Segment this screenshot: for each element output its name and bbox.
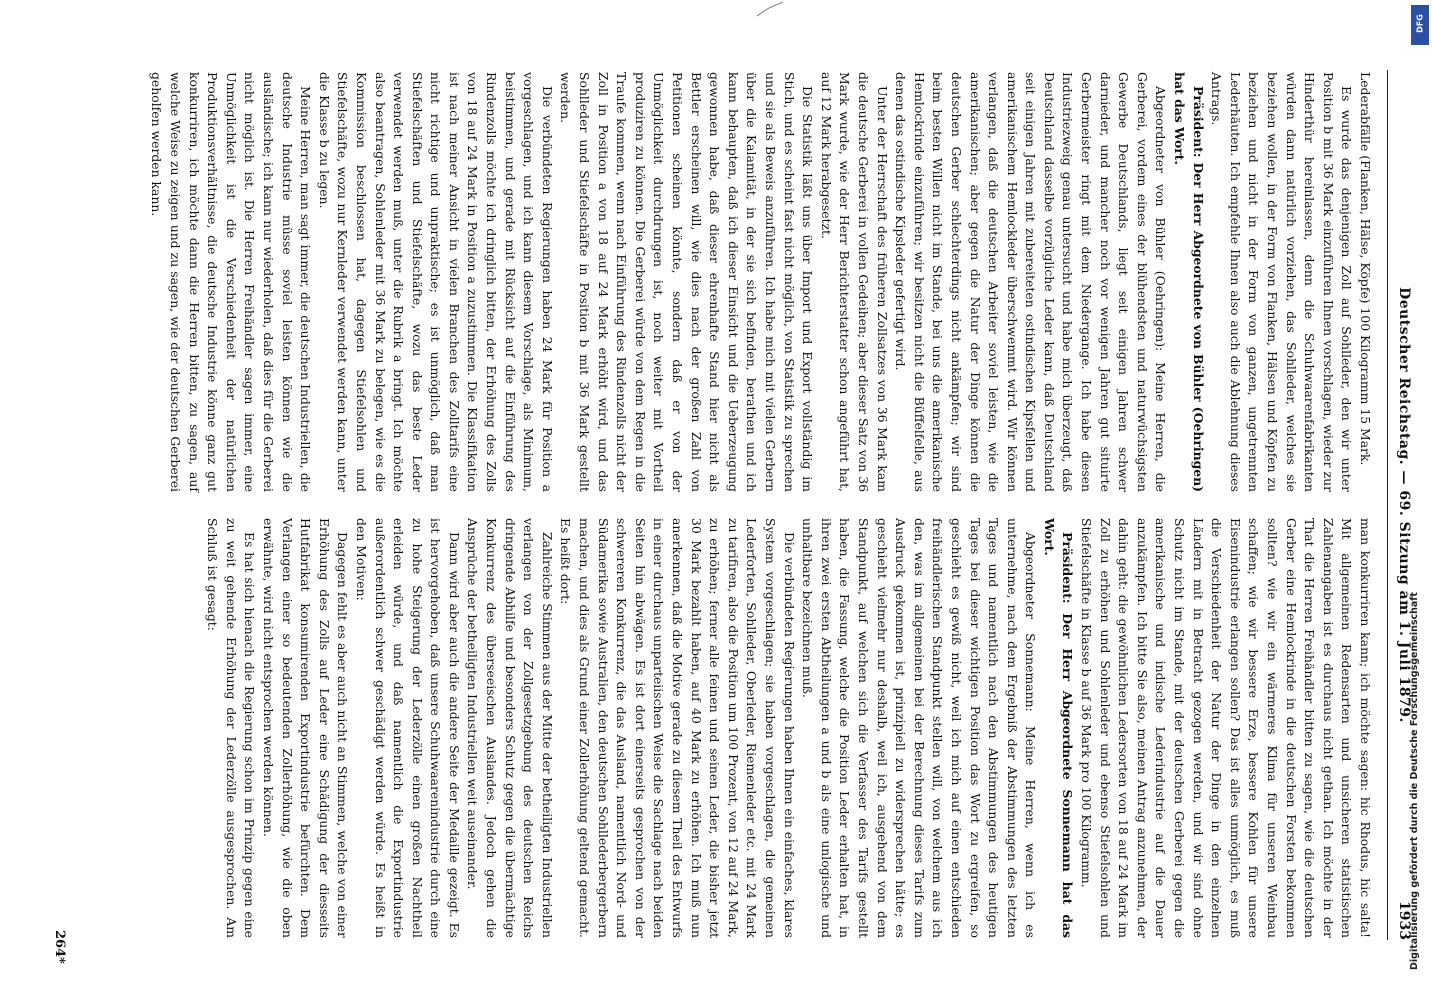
paragraph: Abgeordneter von Bühler (Oehringen): Meine Herren, die Gerberei, vordem eines der blühendsten und naturwüchsigsten Gewerbe Deutschlands, liegt seit einigen Jahren schwer darnieder, und mancher noch vor wenigen Jahren gut situirte Gerbermeister ringt mit dem Niedergange. Ich habe diesen Industriezweig genau untersucht und habe mich überzeugt, daß Deutschland dasselbe vorzügliche Leder kann, daß Deutschland seit einigen Jahren mit zubereiteten ostindischen Kipsfellen und amerikanischem Hemlockleder überschwemmt wird. Wir können verlangen, daß die deutschen Arbeiter soviel leisten, wie die amerikanischen; aber gegen die Natur der Dinge können die deutschen Gerber schlechterdings nicht ankämpfen; wir sind beim besten Willen nicht im Stande, bei uns die amerikanische Hemlockrinde einzuführen; wir besitzen nicht die Büffelfelle, aus denen das ostindische Kipsleder gefertigt wird. <box>893 72 1169 492</box>
paragraph: Lederabfälle (Flanken, Hälse, Köpfe) 100 Kilogramm 15 Mark. <box>1358 72 1373 466</box>
paragraph: Die verbündeten Regierungen haben Ihnen ein einfaches, klares System vorgeschlagen; sie haben vorgeschlagen, die gemeinen Lederforten, Sohlleder, Oberleder, Riemenleder etc. mit 24 Mark zu tarifiren, also die Position um 100 Prozent, von 12 auf 24 Mark, zu erhöhen; ferner alle feinen und seinen Leder, die bisher jetzt 30 Mark bezahlt haben, auf 40 Mark zu erhöhen. Ich muß nun anerkennen, daß die Motive gerade zu diesem Theil des Entwurfs in einer durchaus unparteiischen Weise die Sachlage nach beiden Seiten hin abwägen. Es ist dort einerseits gesprochen von der schwereren Konkurrenz, die das Ausland, namentlich Nord- und Südamerika sowie Australien, den deutschen Sohllederbergerbern machen, und dies als Grund einer Zollerhöhung geltend gemacht. Es heißt dort: <box>558 518 797 938</box>
paragraph: Meine Herren, man sagt immer, die deutschen Industriellen, die deutsche Industrie müsse soviel leisten können wie die ausländische; ich kann nur wiederholen, daß dies für die Gerberei nicht möglich ist. Die Herren Freihändler sagen immer, eine Unmöglichkeit ist die Verschiedenheit der natürlichen Produktionsverhältnisse, die deutsche Industrie könne ganz gut konkurriren, ich möchte dann die Herren bitten, zu sagen, auf welche Weise zu zeigen und zu sagen, wie der deutschen Gerberei geholfen werden kann. <box>149 72 314 492</box>
paragraph: Abgeordneter Sonnemann: Meine Herren, wenn ich es unternehme, nach dem Ergebniß der Abstimmungen des letzten Tages und namentlich nach den Abstimmungen des heutigen Tages bei dieser wichtigen Position das Wort zu ergreifen, so geschieht es gewiß nicht, weil ich mich auf einen entschieden freihändlerischen Standpunkt stellen will, von welchem aus ich den, was im allgemeinen bei der Berechnung dieses Tarifs zum Ausdruck gekommen ist, prinzipiell zu widersprechen hätte; es geschieht vielmehr nur deshalb, weil ich, ausgehend von dem Standpunkt, auf welchen sich die Verfasser des Tarifs gestellt haben, die Fassung, welche die Position Leder erhalten hat, in ihren zwei ersten Abtheilungen a und b als eine unlogische und unhaltbare bezeichnen muß. <box>800 518 1039 938</box>
running-head: Deutscher Reichstag. — 69. Sitzung am 1. Juli 1879. <box>1396 287 1412 723</box>
scan-artifact <box>755 0 785 18</box>
dfg-logo-text: DFG <box>1415 14 1425 33</box>
page-number: 1933 <box>1396 901 1412 940</box>
paragraph: Dann wird aber auch die andere Seite der Medaille gezeigt. Es ist hervorgehoben, daß unsere Schuhwaarenindustrie durch eine zu hohe Steigerung der Lederzölle einen großen Nachtheil erleiden würde, und daß namentlich die Exportindustrie außerordentlich schwer geschädigt werden würde. Es heißt in den Motiven: <box>353 518 462 938</box>
quote-paragraph: Dagegen fehlt es aber auch nicht an Stimmen, welche von einer Erhöhung des Zolls auf Leder eine Schädigung der diesseits Hutfabrikat konsumirenden Exportindustrie befürchten. Dem Verlangen einer so bedeutenden Zollerhöhung, wie die oben erwähnte, wird nicht entsprochen werden können. <box>260 518 351 938</box>
paragraph: Die Statistik läßt uns über Import und Export vollständig im Stich, und es scheint fast nicht möglich, von Statistik zu sprechen und sie als Beweis anzuführen. Ich habe mich mit vielen Gerbern über die Kalamität, in der sie sich befinden, berathen und ich kann behaupten, daß ich dieser Einsicht und die Ueberzeugung gewonnen habe, daß dieser ehrenhafte Stand hier nicht als Bettler erscheinen will, wie dies nach der großen Zahl von Petitionen scheinen könnte, sondern daß er von der Unmöglichkeit durchdrungen ist, noch weiter mit Vortheil produziren zu können. Die Gerberei würde von dem Regen in die Traufe kommen, wenn nach Einführung des Rindenzolls nicht der Zoll in Position a von 18 auf 24 Mark erhöht wird, und das Sohlleder und Stiefelschäfte in Position b mit 36 Mark gestellt werden. <box>558 72 816 492</box>
paragraph: Es wurde das denjenigen Zoll auf Sohlleder, den wir unter Position b mit 36 Mark einzuführen Ihnen vorschlagen, wieder zur Hinderthür hereinlassen, denn die Schuhwaarenfabrikanten würden dann natürlich vorziehen, das Sohlleder, welches sie beziehen wollen, in der Form von Flanken, Hälsen und Köpfen zu beziehen und nicht in der Form von ganzen, ungetrennten Lederhäuten. Ich empfehle Ihnen also auch die Ablehnung dieses Antrags. <box>1209 72 1355 492</box>
right-column <box>203 518 1374 938</box>
paragraph: Unter der Herrschaft des früheren Zollsatzes von 36 Mark kam die deutsche Gerberei in vollen Gedeihen; aber dieser Satz von 36 Mark wurde, wie der Herr Berichterstatter schon angeführt hat, auf 12 Mark herabgesetzt. <box>818 72 890 492</box>
signature-mark: 264* <box>52 930 67 964</box>
paragraph: man konkurriren kann; ich möchte sagen: hic Rhodus, hic salta! Mit allgemeinen Redensarten und unsicheren statistischen Zahlenangaben ist es durchaus nicht gethan. Ich möchte in der That die Herren Freihändler bitten zu sagen, wie die deutschen Gerber eine Hemlockrinde in die deutschen Forsten bekommen sollten? wie wir ein wärmeres Klima für unseren Weinbau schaffen; wie wir bessere Erze, bessere Kohlen für unsere Eisenindustrie erlangen sollen? Das ist alles unmöglich, es muß die Verschiedenheit der Natur der Dinge in den einzelnen Ländern mit in Betracht gezogen werden, und wir sind ohne Schutz nicht im Stande, mit der deutschen Gerberei gegen die amerikanische und indische Lederindustrie auf die Dauer anzukämpfen. Ich bitte Sie also, meinen Antrag anzunehmen, der dahin geht: die gewöhnlichen Ledersorten von 18 auf 24 Mark im Zoll zu erhöhen und Sohlenleder und ebenso Stiefelsohlen und Stiefelschäfte in Klasse b auf 36 Mark pro 100 Kilogramm. <box>1079 518 1373 938</box>
quote-paragraph: Zahlreiche Stimmen aus der Mitte der betheiligten Industriellen verlangen von der Zollgesetzgebung des deutschen Reichs dringende Abhilfe und besonders Schutz gegen die übermächtige Konkurrenz des überseeischen Auslandes. Jedoch gehen die Ansprüche der betheiligten Industriellen weit auseinander. <box>465 518 555 938</box>
left-column <box>147 72 1374 492</box>
paragraph: Die verbündeten Regierungen haben 24 Mark für Position a vorgeschlagen, und ich kann diesem Vorschlage, als Minimum, beistimmen, und gerade mit Rücksicht auf die Einführung des Rindenzolls möchte ich dringlich bitten, der Erhöhung des Zolls von 18 auf 24 Mark in Position a zuzustimmen. Die Klassifikation ist nach meiner Ansicht in vielen Branchen des Zolltarifs eine nicht richtige und unpraktische; es ist unmöglich, daß man Stiefelschäften und Stiefelschäfte, wozu das beste Leder verwendet werden muß, unter die Rubrik a bringt. Ich möchte also beantragen, Sohlenleder mit 36 Mark zu belegen, wie es die Kommission beschlossen hat, dagegen Stiefelsohlen und Stiefelschäfte, wozu nur Kernleder verwendet werden kann, unter die Klasse b zu legen. <box>316 72 555 492</box>
side-note <box>1397 30 1432 970</box>
paragraph: Es hat sich hienach die Regierung schon im Prinzip gegen eine zu weit gehende Erhöhung der Lederzölle ausgesprochen. Am Schluß ist gesagt: <box>205 518 258 938</box>
funding-note: Digitalisierung gefördert durch die Deutsche Forschungsgemeinschaft <box>1409 592 1420 970</box>
speaker-paragraph: Präsident: Der Herr Abgeordnete von Bühler (Oehringen) hat das Wort. <box>1172 72 1206 492</box>
speaker-paragraph: Präsident: Der Herr Abgeordnete Sonnemann hat das Wort. <box>1041 518 1076 938</box>
